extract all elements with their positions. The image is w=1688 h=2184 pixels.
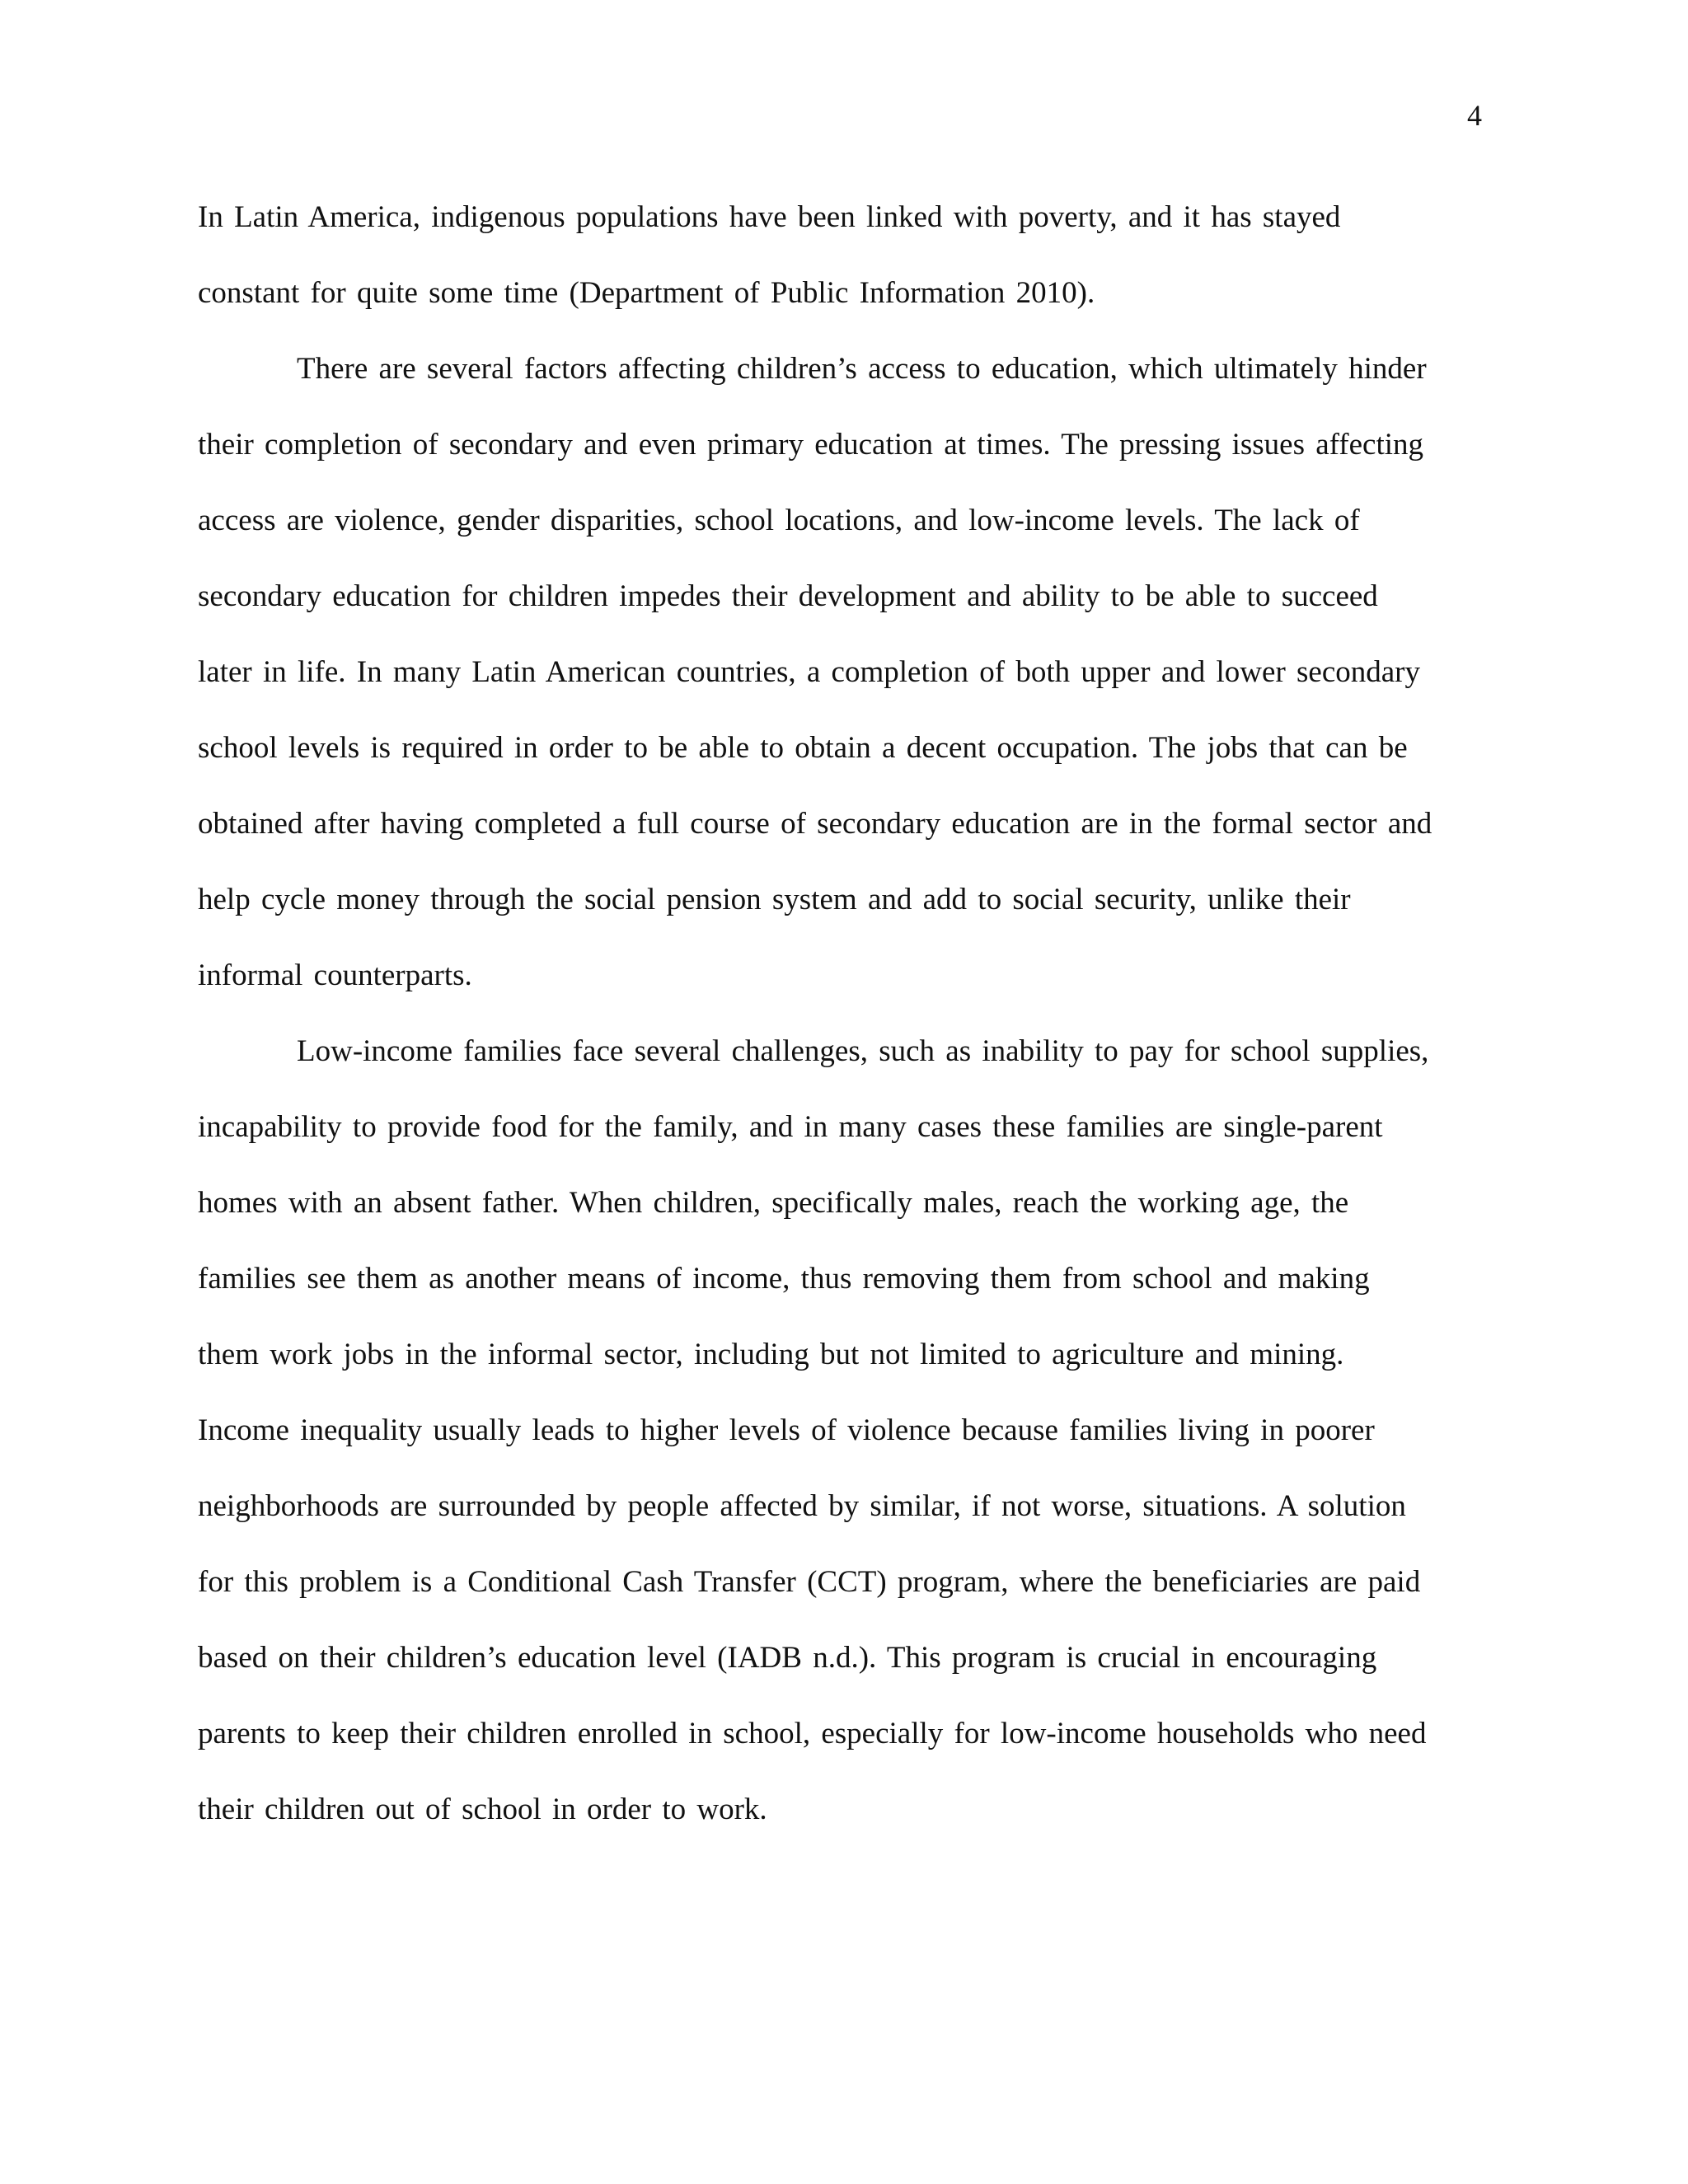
text-line: for this problem is a Conditional Cash Transfer (CCT) program, where the beneficiaries are paid [198, 1565, 1421, 1599]
text-line: them work jobs in the informal sector, including but not limited to agriculture and mining. [198, 1338, 1344, 1371]
text-line: informal counterparts. [198, 958, 472, 992]
text-line: Income inequality usually leads to higher levels of violence because families living in poorer [198, 1413, 1375, 1447]
text-line: based on their children’s education level (IADB n.d.). This program is crucial in encouraging [198, 1641, 1377, 1675]
text-line: help cycle money through the social pension system and add to social security, unlike their [198, 883, 1351, 916]
text-line: In Latin America, indigenous populations have been linked with poverty, and it has stayed [198, 200, 1341, 234]
text-line: neighborhoods are surrounded by people affected by similar, if not worse, situations. A solution [198, 1489, 1406, 1523]
text-line: Low-income families face several challenges, such as inability to pay for school supplies, [297, 1034, 1429, 1068]
text-line: access are violence, gender disparities, school locations, and low-income levels. The lack of [198, 504, 1360, 537]
text-line: obtained after having completed a full course of secondary education are in the formal sector and [198, 807, 1432, 841]
text-line: their completion of secondary and even primary education at times. The pressing issues affecting [198, 428, 1424, 462]
text-line: school levels is required in order to be able to obtain a decent occupation. The jobs that can be [198, 731, 1408, 765]
text-line: parents to keep their children enrolled in school, especially for low-income households who need [198, 1717, 1427, 1750]
text-line: homes with an absent father. When children, specifically males, reach the working age, the [198, 1186, 1349, 1220]
text-line: later in life. In many Latin American countries, a completion of both upper and lower secondary [198, 655, 1421, 689]
text-line: There are several factors affecting children’s access to education, which ultimately hinder [297, 352, 1427, 386]
text-line: constant for quite some time (Department of Public Information 2010). [198, 276, 1095, 310]
text-line: incapability to provide food for the family, and in many cases these families are single-parent [198, 1110, 1383, 1144]
text-line: their children out of school in order to work. [198, 1793, 767, 1826]
text-line: families see them as another means of income, thus removing them from school and making [198, 1262, 1370, 1296]
body-text [198, 196, 1500, 1864]
text-line: secondary education for children impedes their development and ability to be able to succeed [198, 579, 1378, 613]
page-number: 4 [1467, 99, 1482, 132]
